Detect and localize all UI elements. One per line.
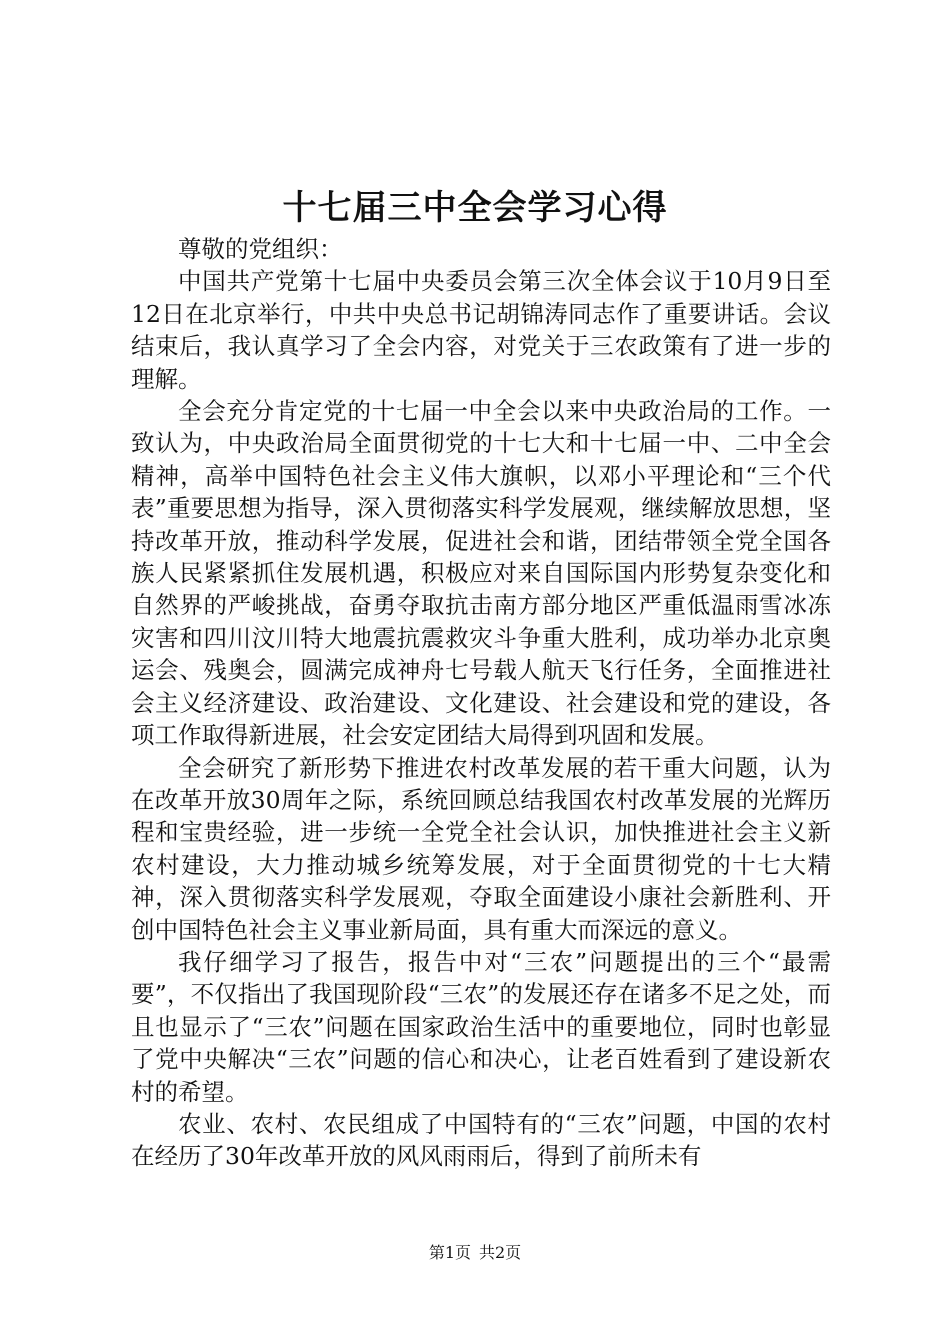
document-body (131, 233, 831, 1173)
page-footer (0, 1243, 950, 1263)
page-total: 共2页 (479, 1243, 522, 1262)
document-title: 十七届三中全会学习心得 (282, 188, 668, 228)
paragraph: 全会研究了新形势下推进农村改革发展的若干重大问题，认为在改革开放30周年之际，系统回顾总结我国农村改革发展的光辉历程和宝贵经验，进一步统一全党全社会认识，加快推进社会主义新农村建设，大力推动城乡统筹发展，对于全面贯彻党的十七大精神，深入贯彻落实科学发展观，夺取全面建设小康社会新胜利、开创中国特色社会主义事业新局面，具有重大而深远的意义。 (131, 753, 831, 944)
page-number: 第1页 (428, 1243, 471, 1262)
salutation: 尊敬的党组织： (178, 235, 343, 263)
paragraph: 农业、农村、农民组成了中国特有的“三农”问题，中国的农村在经历了30年改革开放的风风雨雨后，得到了前所未有 (131, 1109, 831, 1171)
paragraph: 中国共产党第十七届中央委员会第三次全体会议于10月9日至12日在北京举行，中共中央总书记胡锦涛同志作了重要讲话。会议结束后，我认真学习了全会内容，对党关于三农政策有了进一步的理解。 (131, 267, 831, 393)
paragraph: 我仔细学习了报告，报告中对“三农”问题提出的三个“最需要”，不仅指出了我国现阶段“三农”的发展还存在诸多不足之处，而且也显示了“三农”问题在国家政治生活中的重要地位，同时也彰显了党中央解决“三农”问题的信心和决心，让老百姓看到了建设新农村的希望。 (131, 947, 831, 1106)
paragraph: 全会充分肯定党的十七届一中全会以来中央政治局的工作。一致认为，中央政治局全面贯彻党的十七大和十七届一中、二中全会精神，高举中国特色社会主义伟大旗帜，以邓小平理论和“三个代表”重要思想为指导，深入贯彻落实科学发展观，继续解放思想，坚持改革开放，推动科学发展，促进社会和谐，团结带领全党全国各族人民紧紧抓住发展机遇，积极应对来自国际国内形势复杂变化和自然界的严峻挑战，奋勇夺取抗击南方部分地区严重低温雨雪冰冻灾害和四川汶川特大地震抗震救灾斗争重大胜利，成功举办北京奥运会、残奥会，圆满完成神舟七号载人航天飞行任务，全面推进社会主义经济建设、政治建设、文化建设、社会建设和党的建设，各项工作取得新进展，社会安定团结大局得到巩固和发展。 (131, 397, 831, 750)
